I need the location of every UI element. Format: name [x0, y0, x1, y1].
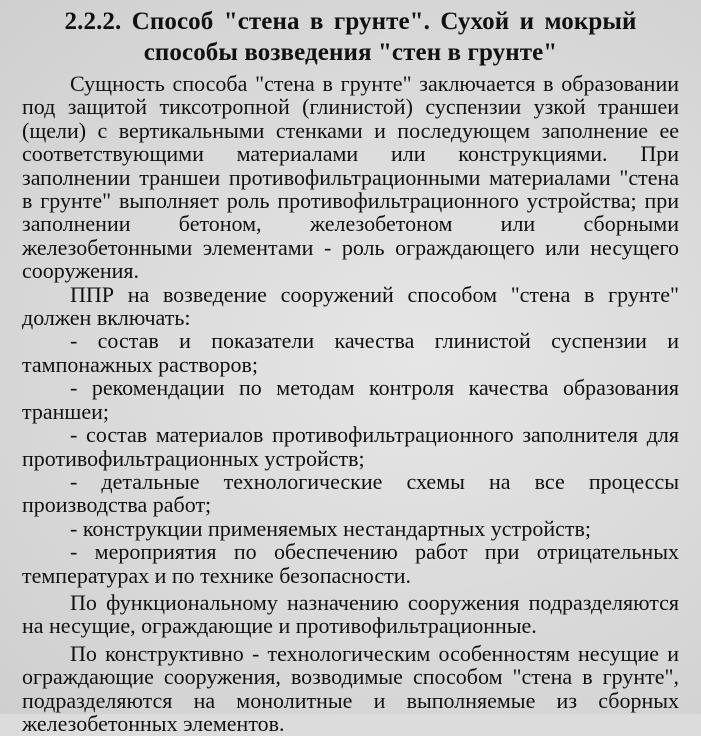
section-heading-line-1: 2.2.2. Способ "стена в грунте". Сухой и мокрый	[64, 8, 637, 35]
list-item: - конструкции применяемых нестандартных устройств;	[70, 515, 592, 541]
section-heading-line-2: способы возведения "стен в грунте"	[143, 39, 558, 66]
list-item: - состав материалов противофильтрационного заполнителя для противофильтрационных устройств;	[22, 422, 679, 471]
paragraph-essence: Сущность способа "стена в грунте" заключается в образовании под защитой тиксотропной (глинистой) суспензии узкой траншеи (щели) с вертикальными стенками и последующем заполнение ее соответствующими материалами или конструкциями. При заполнении траншеи противофильтрационными материалами "стена в грунте" выполняет роль противофильтрационного устройства; при заполнении бетоном, железобетоном или сборными железобетонными элементами - роль ограждающего или несущего сооружения.	[22, 71, 679, 284]
body-text	[22, 72, 679, 735]
list-item: - детальные технологические схемы на все процессы производства работ;	[22, 468, 679, 518]
list-item: - мероприятия по обеспечению работ при отрицательных температурах и по технике безопасности.	[22, 539, 679, 588]
list-item: - состав и показатели качества глинистой суспензии и тампонажных растворов;	[22, 328, 679, 377]
list-item: - рекомендации по методам контроля качества образования траншеи;	[22, 375, 679, 424]
section-heading	[22, 6, 679, 68]
paragraph-functional-purpose: По функциональному назначению сооружения подразделяются на несущие, ограждающие и противофильтрационные.	[22, 589, 679, 639]
paragraph-ppr-intro: ППР на возведение сооружений способом "стена в грунте" должен включать:	[22, 281, 679, 331]
paragraph-construction-features: По конструктивно - технологическим особенностям несущие и ограждающие сооружения, возводимые способом "стена в грунте", подразделяются на монолитные и выполняемые из сборных железобетонных элементов.	[22, 640, 679, 736]
